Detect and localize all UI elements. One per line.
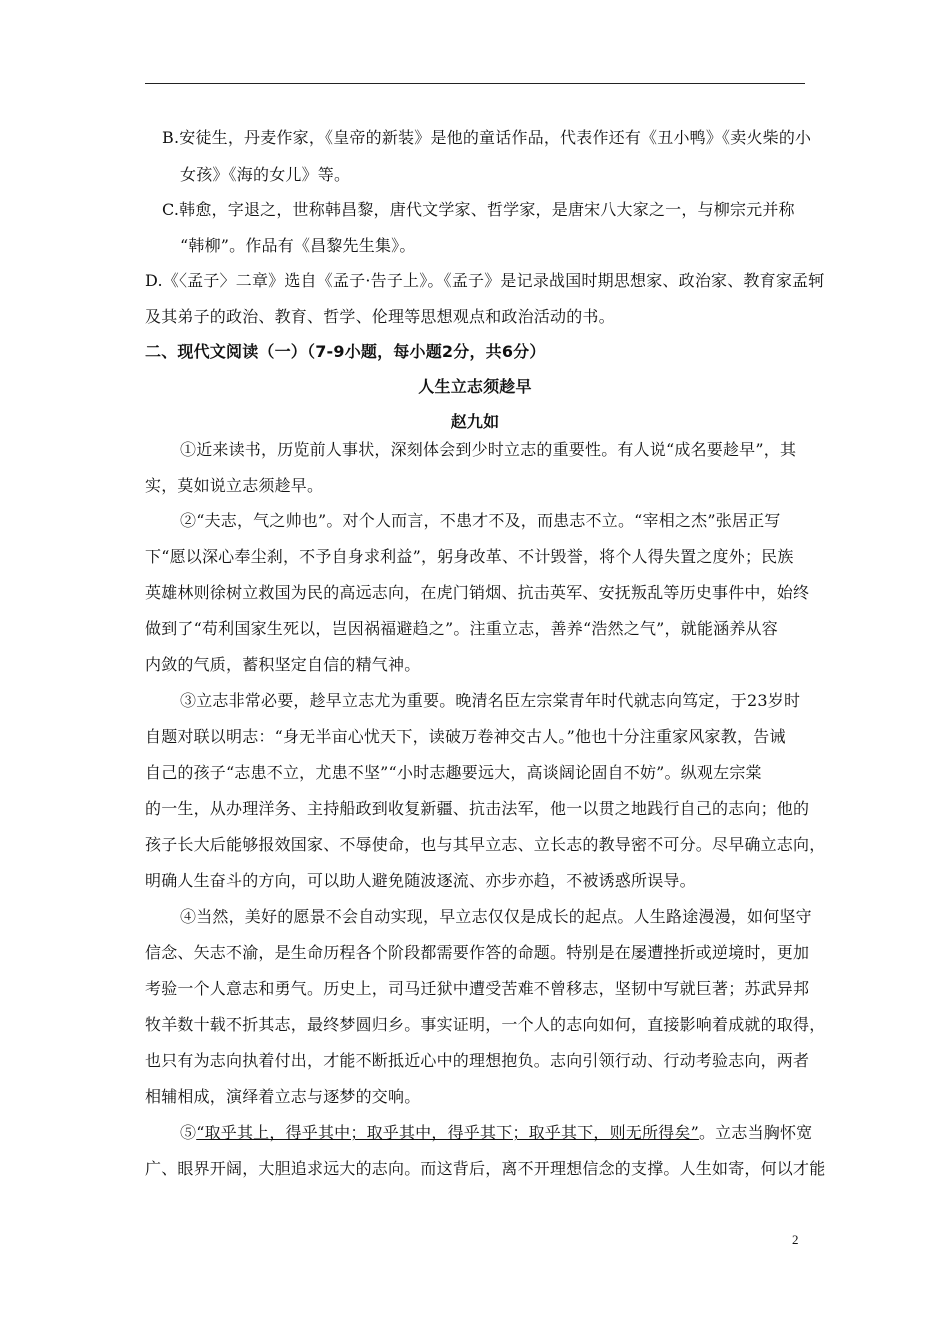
article-line: 英雄林则徐树立救国为民的高远志向，在虎门销烟、抗击英军、安抚叛乱等历史事件中，始终 (145, 583, 810, 602)
option-b-line-2: 女孩》《海的女儿》等。 (180, 165, 351, 184)
page-number: 2 (792, 1232, 799, 1247)
article-line: 明确人生奋斗的方向，可以助人避免随波逐流、亦步亦趋，不被诱惑所误导。 (145, 871, 696, 890)
option-c-line-1: C.韩愈，字退之，世称韩昌黎，唐代文学家、哲学家，是唐宋八大家之一，与柳宗元并称 (162, 200, 795, 219)
paragraph-5-marker: ⑤ (180, 1123, 197, 1142)
article-line: 内敛的气质，蓄积坚定自信的精气神。 (145, 655, 421, 674)
paragraph-5-rest: 。立志当胸怀宽 (698, 1123, 813, 1142)
underlined-quote: “取乎其上，得乎其中；取乎其中，得乎其下；取乎其下，则无所得矣” (196, 1123, 699, 1142)
article-line: 的一生，从办理洋务、主持船政到收复新疆、抗击法军，他一以贯之地践行自己的志向；他的 (145, 799, 810, 818)
article-line: 相辅相成，演绎着立志与逐梦的交响。 (145, 1087, 421, 1106)
header-rule (145, 83, 805, 84)
article-line: ①近来读书，历览前人事状，深刻体会到少时立志的重要性。有人说“成名要趁早”，其 (180, 440, 797, 459)
paragraph-5-line-1 (180, 1123, 845, 1143)
article-line: 做到了“苟利国家生死以，岂因祸福避趋之”。注重立志，善养“浩然之气”，就能涵养从容 (145, 619, 778, 638)
article-line: 也只有为志向执着付出，才能不断抵近心中的理想抱负。志向引领行动、行动考验志向，两者 (145, 1051, 810, 1070)
section-heading: 二、现代文阅读（一）（7-9小题，每小题2分，共6分） (145, 342, 546, 361)
article-line: 信念、矢志不渝，是生命历程各个阶段都需要作答的命题。特别是在屡遭挫折或逆境时，更加 (145, 943, 810, 962)
article-line: 牧羊数十载不折其志，最终梦圆归乡。事实证明，一个人的志向如何，直接影响着成就的取得， (145, 1015, 826, 1034)
article-line: 实，莫如说立志须趁早。 (145, 476, 324, 495)
option-d-line-1: D.《〈孟子〉二章》选自《孟子·告子上》。《孟子》是记录战国时期思想家、政治家、教育家孟轲 (145, 271, 825, 290)
article-line: 下“愿以深心奉尘刹，不予自身求利益”，躬身改革、不计毁誉，将个人得失置之度外；民族 (145, 547, 794, 566)
paragraph-5-line-2: 广、眼界开阔，大胆追求远大的志向。而这背后，离不开理想信念的支撑。人生如寄，何以才能 (145, 1159, 826, 1178)
option-b-line-1: B.安徒生，丹麦作家，《皇帝的新装》是他的童话作品，代表作还有《丑小鸭》《卖火柴的小 (162, 128, 812, 147)
option-d-line-2: 及其弟子的政治、教育、哲学、伦理等思想观点和政治活动的书。 (145, 307, 615, 326)
article-author: 赵九如 (450, 412, 500, 431)
article-line: ③立志非常必要，趁早立志尤为重要。晚清名臣左宗棠青年时代就志向笃定，于23岁时 (180, 691, 801, 710)
article-line: 自题对联以明志：“身无半亩心忧天下，读破万卷神交古人。”他也十分注重家风家教，告诫 (145, 727, 786, 746)
article-line: 孩子长大后能够报效国家、不辱使命，也与其早立志、立长志的教导密不可分。尽早确立志向， (145, 835, 826, 854)
article-title: 人生立志须趁早 (418, 377, 532, 396)
article-line: 自己的孩子“志患不立，尤患不坚”“小时志趣要远大，高谈阔论固自不妨”。纵观左宗棠 (145, 763, 762, 782)
article-line: 考验一个人意志和勇气。历史上，司马迁狱中遭受苦难不曾移志，坚韧中写就巨著；苏武异邦 (145, 979, 810, 998)
article-line: ②“夫志，气之帅也”。对个人而言，不患才不及，而患志不立。“宰相之杰”张居正写 (180, 511, 781, 530)
option-c-line-2: “韩柳”。作品有《昌黎先生集》。 (180, 236, 416, 255)
article-line: ④当然，美好的愿景不会自动实现，早立志仅仅是成长的起点。人生路途漫漫，如何坚守 (180, 907, 812, 926)
